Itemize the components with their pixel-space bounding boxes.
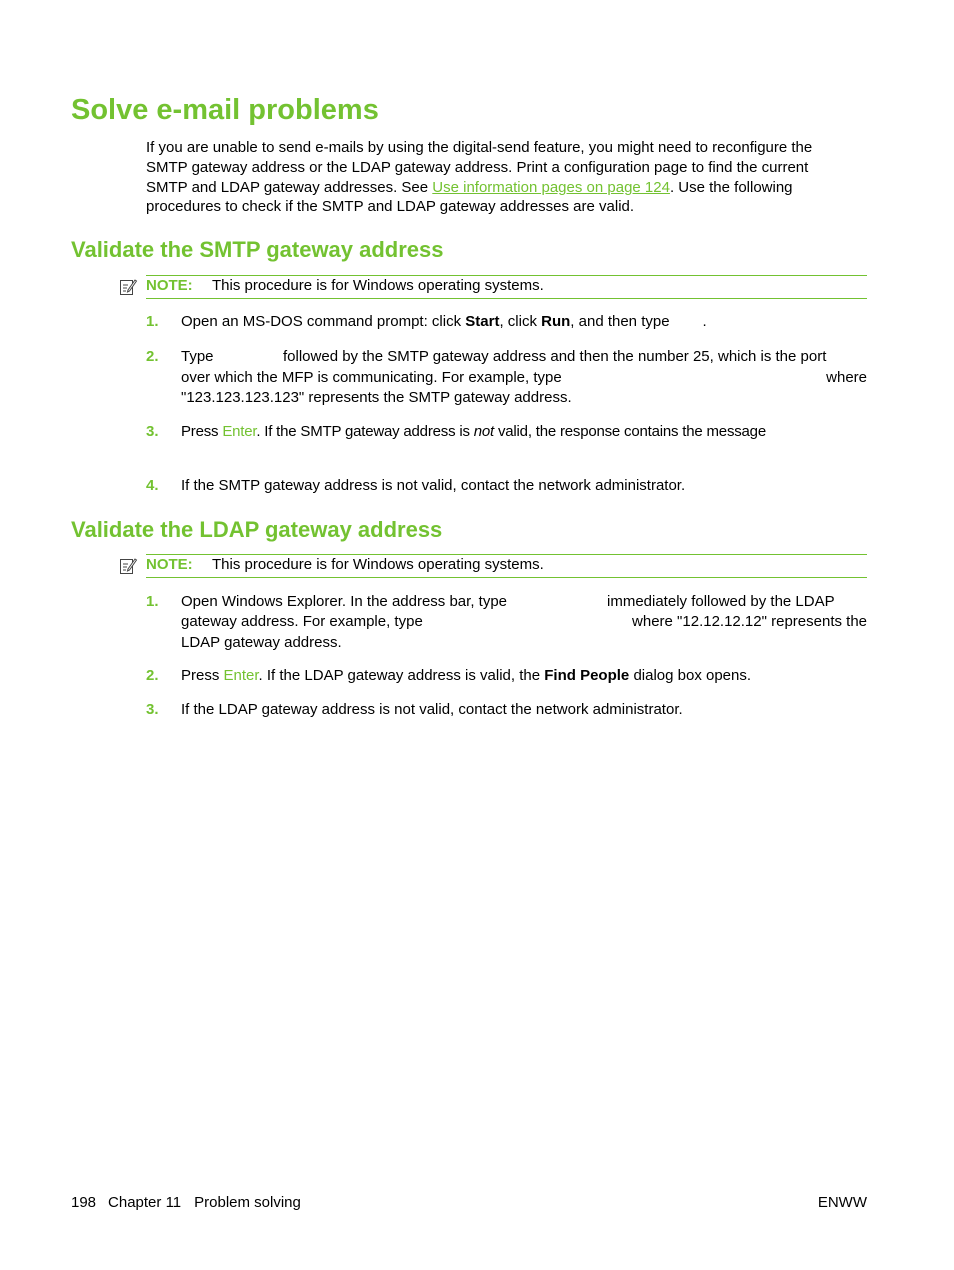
smtp-step-2-line-2b: where [826, 369, 867, 386]
smtp-note-text: This procedure is for Windows operating systems. [212, 277, 544, 294]
ldap-step-3: If the LDAP gateway address is not valid, contact the network administrator. [181, 701, 683, 718]
run-command-label: Run [541, 313, 571, 330]
ldap-step-1-line-3: LDAP gateway address. [181, 634, 342, 651]
intro-line-3-tail: . Use the following [669, 179, 793, 196]
intro-line-3 [146, 178, 793, 198]
smtp-step-1-text-c: , click [499, 313, 542, 330]
enter-key-label: Enter [223, 667, 259, 684]
ldap-note-text: This procedure is for Windows operating systems. [212, 556, 544, 573]
config-page-link[interactable]: Use information pages on page 124 [432, 179, 670, 196]
intro-line-3-text: SMTP and LDAP gateway addresses. See [146, 179, 433, 196]
page-footer-right: ENWW [817, 1194, 867, 1211]
start-menu-label: Start [465, 313, 500, 330]
ldap-step-2-text-a: Press [181, 667, 224, 684]
ldap-step-1-line-1b: immediately followed by the LDAP [607, 593, 835, 610]
smtp-step-2-line-1b: followed by the SMTP gateway address and then the number 25, which is the port [283, 348, 827, 365]
smtp-step-3-number: 3. [146, 423, 159, 440]
ldap-step-1-line-2b: where "12.12.12.12" represents the [632, 613, 867, 630]
intro-line-2: SMTP gateway address or the LDAP gateway address. Print a configuration page to find the current [146, 159, 809, 176]
ldap-step-2 [181, 666, 751, 686]
ldap-step-2-text-c: . If the LDAP gateway address is valid, the [258, 667, 545, 684]
ldap-step-3-number: 3. [146, 701, 159, 718]
ldap-step-1-line-2a: gateway address. For example, type [181, 613, 423, 630]
smtp-step-2-line-3: "123.123.123.123" represents the SMTP gateway address. [181, 389, 572, 406]
smtp-step-2-line-1a: Type [181, 348, 214, 365]
smtp-note-label: NOTE: [146, 277, 193, 294]
smtp-step-3-text-a: Press [181, 423, 223, 440]
ldap-step-1-number: 1. [146, 593, 159, 610]
find-people-label: Find People [544, 667, 630, 684]
smtp-step-1-text-e: , and then type [570, 313, 670, 330]
ldap-step-2-number: 2. [146, 667, 159, 684]
ldap-note-label: NOTE: [146, 556, 193, 573]
smtp-step-1-number: 1. [146, 313, 159, 330]
page-number: 198 [71, 1194, 97, 1211]
smtp-step-1 [181, 312, 707, 332]
intro-line-4: procedures to check if the SMTP and LDAP gateway addresses are valid. [146, 198, 635, 215]
ldap-step-2-text-e: dialog box opens. [629, 667, 752, 684]
smtp-step-3-text-c: . If the SMTP gateway address is [256, 423, 474, 440]
intro-line-1: If you are unable to send e-mails by using the digital-send feature, you might need to reconfigure the [146, 139, 813, 156]
smtp-step-2-number: 2. [146, 348, 159, 365]
smtp-step-1-period: . [702, 313, 707, 330]
smtp-step-2-line-2a: over which the MFP is communicating. For example, type [181, 369, 562, 386]
ldap-step-1-line-1a: Open Windows Explorer. In the address bar, type [181, 593, 508, 610]
smtp-step-4-number: 4. [146, 477, 159, 494]
chapter-label: Chapter 11 [108, 1194, 182, 1211]
ldap-heading: Validate the LDAP gateway address [71, 517, 443, 542]
note-pencil-icon [118, 277, 138, 297]
smtp-step-1-text-a: Open an MS-DOS command prompt: click [181, 313, 466, 330]
note-pencil-icon [118, 556, 138, 576]
section-label: Problem solving [194, 1194, 301, 1211]
smtp-heading: Validate the SMTP gateway address [71, 237, 444, 262]
enter-key-label: Enter [222, 423, 257, 440]
smtp-step-3-text-e: valid, the response contains the message [494, 423, 766, 440]
smtp-step-3 [181, 422, 766, 442]
smtp-step-3-emphasis: not [473, 423, 494, 440]
page-title: Solve e-mail problems [71, 94, 379, 126]
smtp-step-4: If the SMTP gateway address is not valid, contact the network administrator. [181, 477, 686, 494]
page-footer-left [71, 1193, 301, 1213]
